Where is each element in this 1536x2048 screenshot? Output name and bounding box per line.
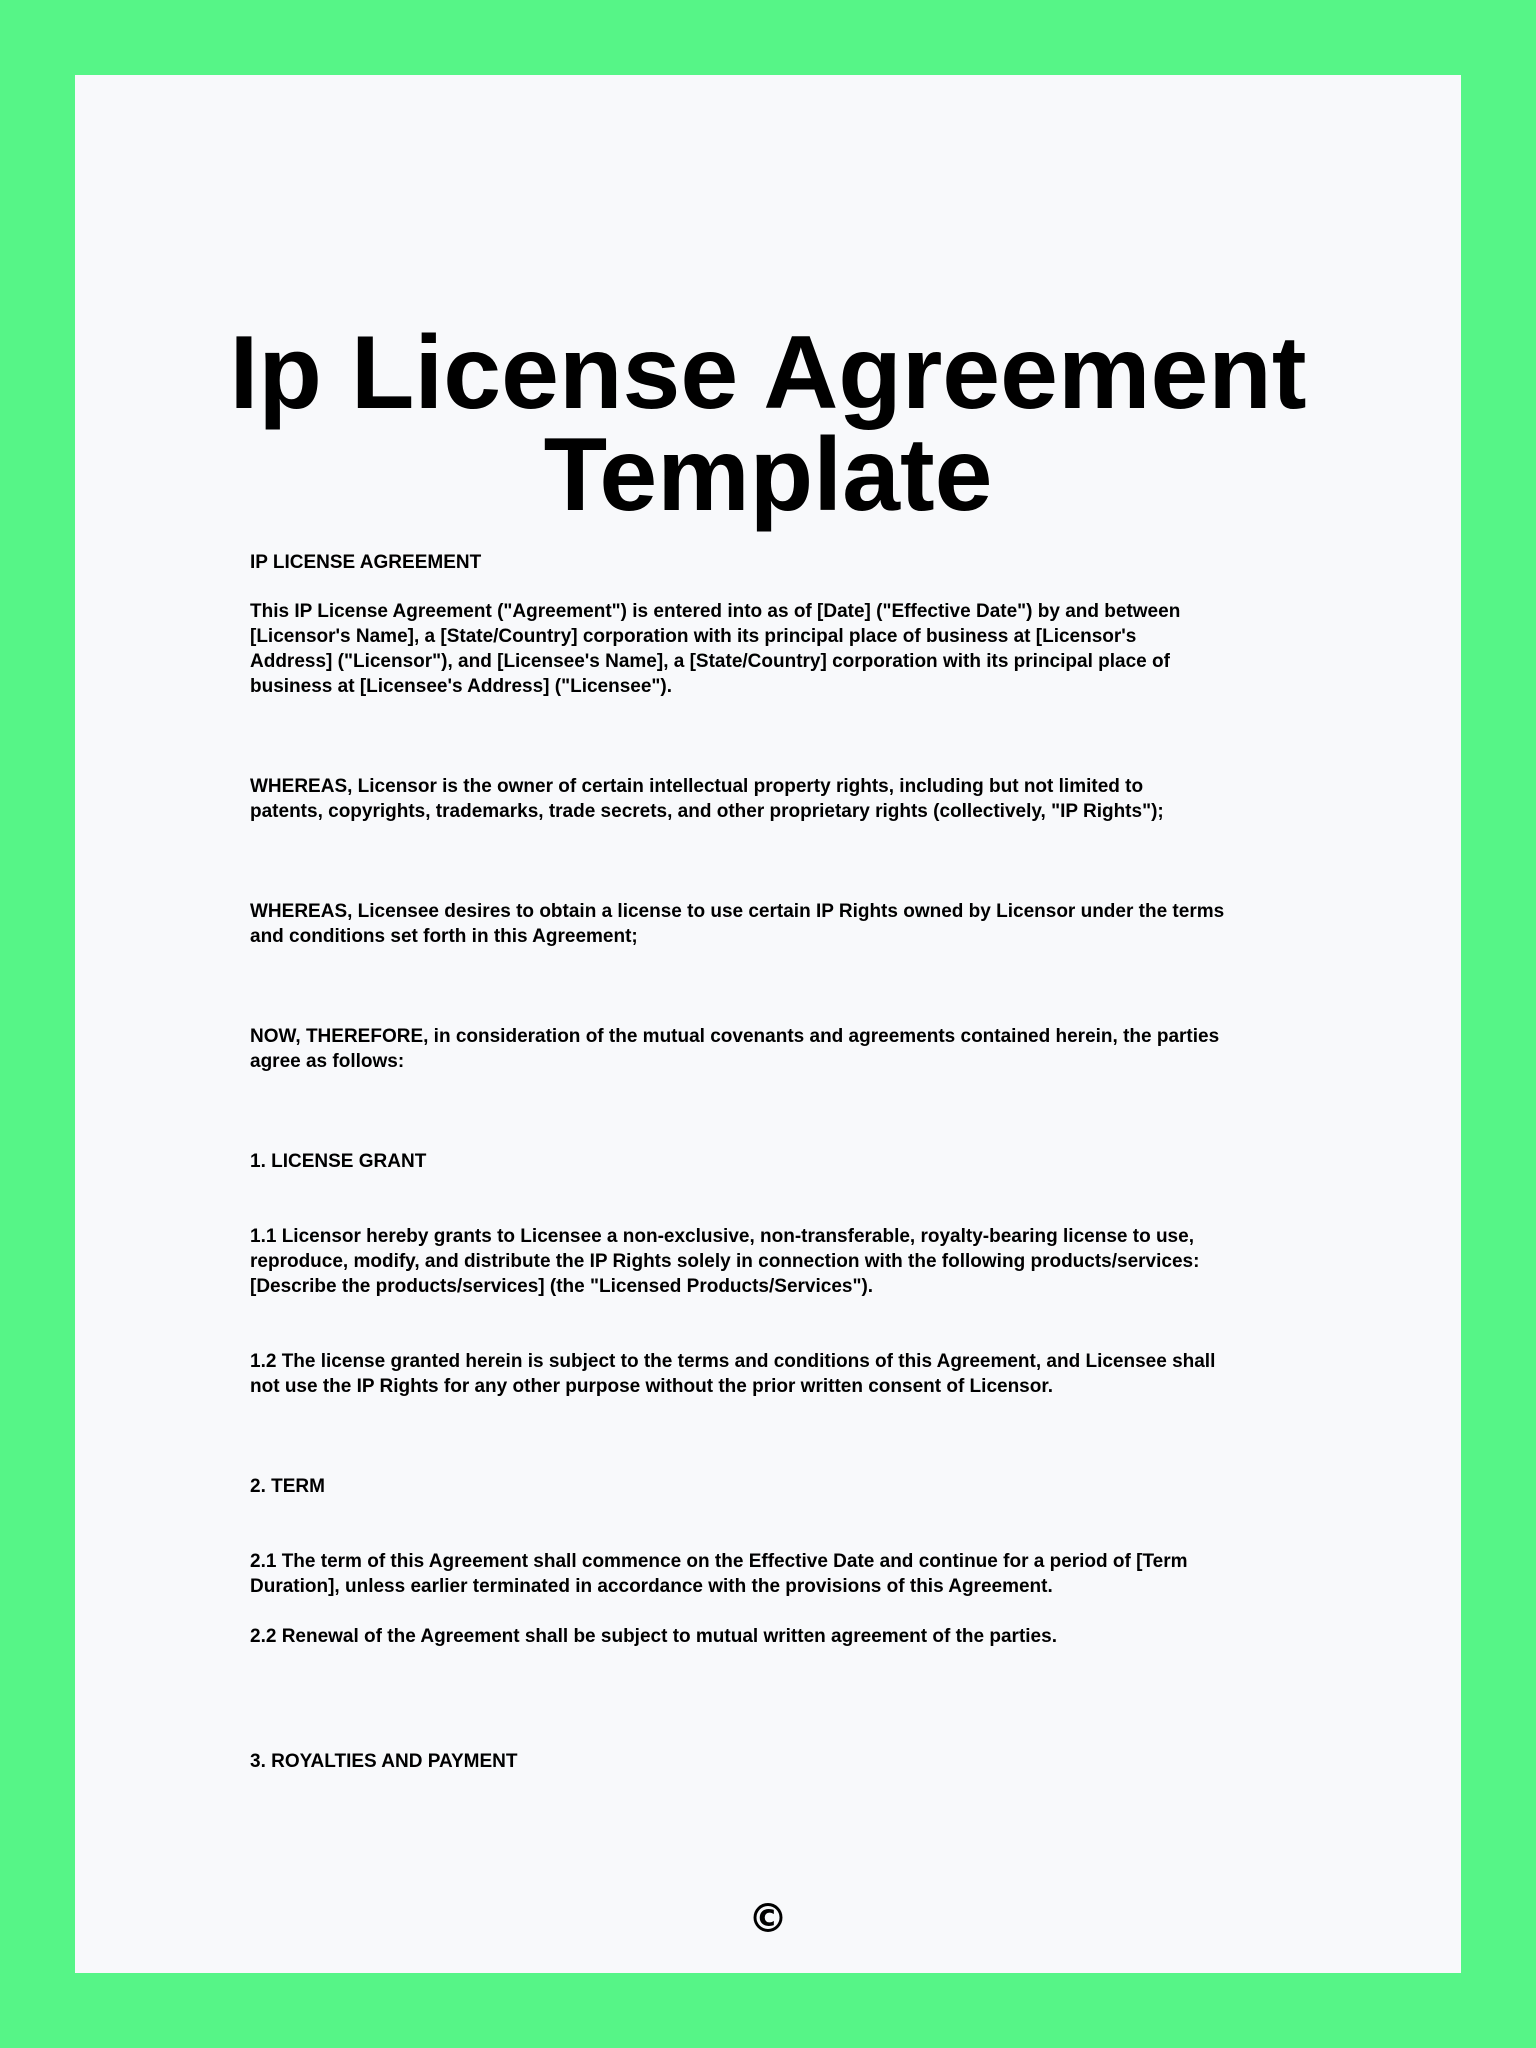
intro-line: [Licensor's Name], a [State/Country] corporation with its principal place of business at [Licensor's (250, 626, 1137, 647)
intro-paragraph (250, 599, 1370, 699)
whereas-1-line: WHEREAS, Licensor is the owner of certain intellectual property rights, including but not limited to (250, 776, 1144, 797)
whereas-paragraph-2 (250, 899, 1370, 949)
intro-line: business at [Licensee's Address] ("Licensee"). (250, 676, 673, 697)
clause-2-1-line: Duration], unless earlier terminated in accordance with the provisions of this Agreement. (250, 1576, 1053, 1597)
document-title (75, 315, 1461, 533)
section-3-heading: 3. ROYALTIES AND PAYMENT (250, 1751, 518, 1772)
clause-1-1-line: [Describe the products/services] (the "Licensed Products/Services"). (250, 1276, 874, 1297)
clause-2-1 (250, 1549, 1370, 1599)
clause-1-1 (250, 1224, 1370, 1299)
section-2-heading: 2. TERM (250, 1476, 325, 1497)
clause-1-1-line: 1.1 Licensor hereby grants to Licensee a non-exclusive, non-transferable, royalty-bearing license to use, (250, 1226, 1194, 1247)
now-therefore-paragraph (250, 1024, 1370, 1074)
copyright-icon: © (748, 1896, 788, 1942)
clause-1-2 (250, 1349, 1370, 1399)
document-page (75, 75, 1461, 1973)
whereas-1-line: patents, copyrights, trademarks, trade secrets, and other proprietary rights (collectively, "IP Rights"); (250, 801, 1164, 822)
clause-1-2-line: not use the IP Rights for any other purpose without the prior written consent of Licensor. (250, 1376, 1053, 1397)
clause-2-1-line: 2.1 The term of this Agreement shall commence on the Effective Date and continue for a period of [Term (250, 1551, 1188, 1572)
agreement-heading: IP LICENSE AGREEMENT (250, 552, 482, 573)
whereas-paragraph-1 (250, 774, 1370, 824)
whereas-2-line: WHEREAS, Licensee desires to obtain a license to use certain IP Rights owned by Licensor under the terms (250, 901, 1225, 922)
clause-1-1-line: reproduce, modify, and distribute the IP Rights solely in connection with the following products/services: (250, 1251, 1200, 1272)
section-1-heading: 1. LICENSE GRANT (250, 1151, 427, 1172)
intro-line: This IP License Agreement ("Agreement") is entered into as of [Date] ("Effective Date") by and between (250, 601, 1181, 622)
title-line: Template (543, 417, 993, 533)
clause-2-2: 2.2 Renewal of the Agreement shall be subject to mutual written agreement of the parties. (250, 1626, 1057, 1647)
now-therefore-line: agree as follows: (250, 1051, 405, 1072)
whereas-2-line: and conditions set forth in this Agreement; (250, 926, 638, 947)
clause-1-2-line: 1.2 The license granted herein is subject to the terms and conditions of this Agreement, and Licensee shall (250, 1351, 1216, 1372)
now-therefore-line: NOW, THEREFORE, in consideration of the mutual covenants and agreements contained herein, the parties (250, 1026, 1220, 1047)
title-line: Ip License Agreement (229, 315, 1307, 431)
intro-line: Address] ("Licensor"), and [Licensee's Name], a [State/Country] corporation with its principal place of (250, 651, 1170, 672)
